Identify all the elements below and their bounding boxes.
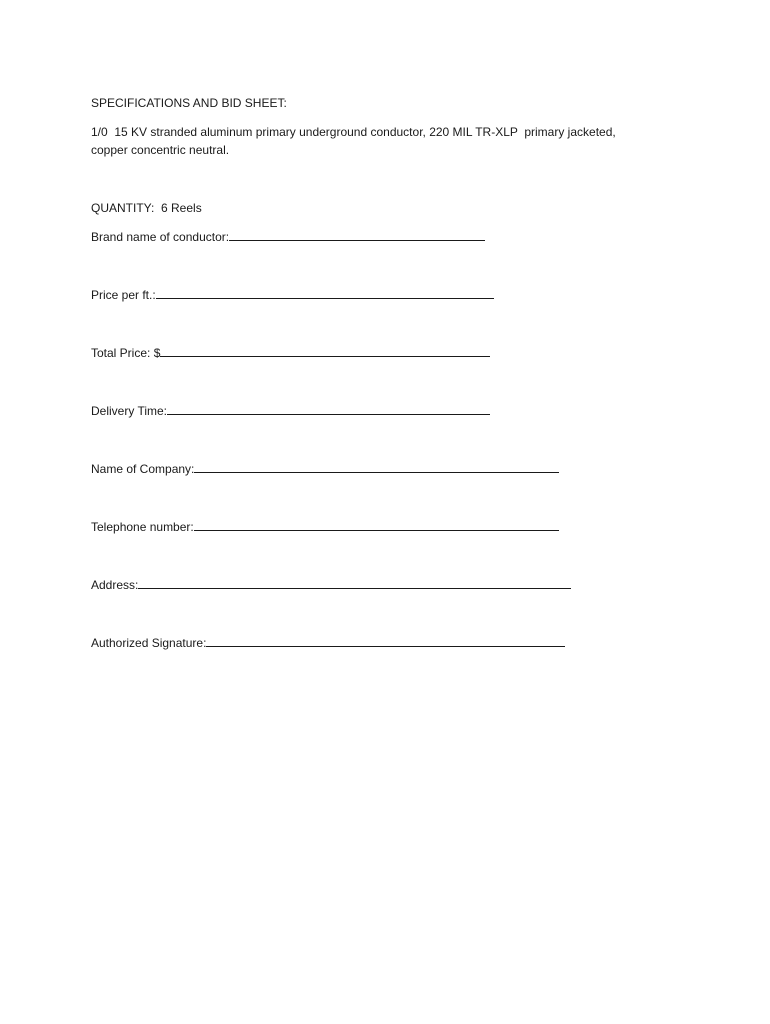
price-per-ft-blank[interactable] [156,286,494,299]
telephone-blank[interactable] [194,518,559,531]
signature-label: Authorized Signature: [91,636,207,650]
description-line-2: copper concentric neutral. [91,143,230,157]
telephone-field [91,518,559,536]
total-price-field [91,344,490,362]
document-heading: SPECIFICATIONS AND BID SHEET: [91,96,287,110]
company-name-label: Name of Company: [91,462,195,476]
signature-field [91,634,565,652]
address-label: Address: [91,578,139,592]
signature-blank[interactable] [206,634,565,647]
quantity-text: QUANTITY: 6 Reels [91,201,202,215]
brand-field [91,228,485,246]
company-name-field [91,460,559,478]
price-per-ft-field [91,286,494,304]
delivery-time-label: Delivery Time: [91,404,168,418]
brand-label: Brand name of conductor: [91,230,230,244]
description-line-1: 1/0 15 KV stranded aluminum primary underground conductor, 220 MIL TR-XLP primary jacketed, [91,125,616,139]
address-field [91,576,571,594]
address-blank[interactable] [138,576,571,589]
telephone-label: Telephone number: [91,520,194,534]
total-price-blank[interactable] [160,344,490,357]
total-price-label: Total Price: $ [91,346,161,360]
brand-blank[interactable] [229,228,485,241]
company-name-blank[interactable] [194,460,559,473]
price-per-ft-label: Price per ft.: [91,288,156,302]
delivery-time-field [91,402,490,420]
delivery-time-blank[interactable] [167,402,490,415]
